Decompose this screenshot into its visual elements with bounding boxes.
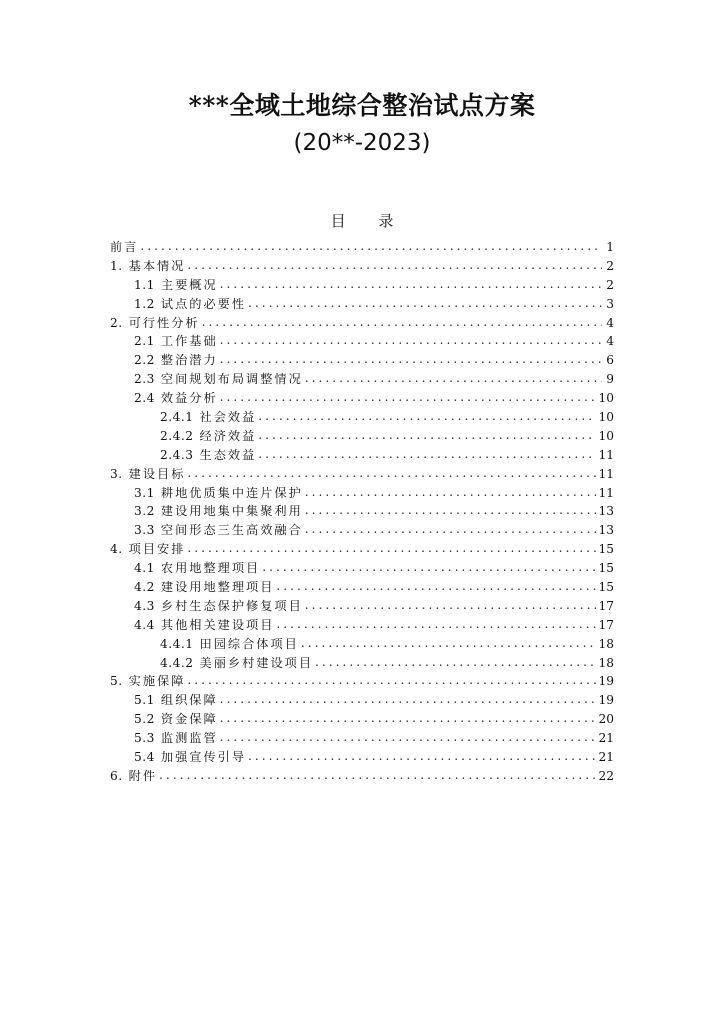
toc-entry-number: 5.4: [134, 750, 155, 765]
toc-entry-title: 组织保障: [160, 693, 218, 708]
toc-dot-leader: [220, 332, 602, 350]
toc-entry-number: 1.2: [134, 296, 155, 311]
toc-dot-leader: [258, 408, 596, 426]
toc-dot-leader: [258, 446, 596, 464]
toc-entry-title: 可行性分析: [128, 315, 200, 330]
toc-entry-number: 4.4.1: [160, 636, 194, 651]
toc-entry[interactable]: [110, 257, 614, 276]
toc-entry-title: 效益分析: [160, 391, 218, 406]
toc-entry-title: 耕地优质集中连片保护: [160, 485, 303, 500]
toc-entry-page: 15: [598, 542, 614, 557]
toc-entry-number: 4.: [110, 542, 123, 557]
toc-dot-leader: [258, 427, 596, 445]
toc-entry[interactable]: [110, 616, 614, 635]
toc-entry[interactable]: [110, 332, 614, 351]
toc-entry-title: 实施保障: [128, 674, 186, 689]
toc-entry[interactable]: [110, 351, 614, 370]
document-subtitle: (20**-2023): [293, 130, 431, 156]
toc-entry-title: 社会效益: [199, 410, 257, 425]
toc-entry-page: 4: [606, 315, 614, 330]
toc-entry-title: 监测监管: [160, 731, 218, 746]
toc-entry[interactable]: [110, 729, 614, 748]
toc-entry[interactable]: [110, 578, 614, 597]
toc-dot-leader: [220, 351, 602, 369]
toc-dot-leader: [140, 238, 602, 256]
toc-dot-leader: [187, 257, 602, 275]
toc-dot-leader: [187, 465, 596, 483]
toc-entry-page: 19: [598, 674, 614, 689]
toc-entry-title: 整治潜力: [160, 353, 218, 368]
toc-dot-leader: [220, 710, 597, 728]
toc-entry[interactable]: [110, 748, 614, 767]
toc-entry-number: 3.3: [134, 523, 155, 538]
toc-entry-title: 建设目标: [128, 466, 186, 481]
toc-dot-leader: [220, 729, 597, 747]
toc-entry-page: 2: [606, 277, 614, 292]
toc-dot-leader: [305, 370, 602, 388]
toc-entry-page: 3: [606, 296, 614, 311]
toc-entry-number: 3.: [110, 466, 123, 481]
toc-entry-page: 2: [606, 258, 614, 273]
toc-entry-page: 17: [598, 617, 614, 632]
toc-entry-number: 5.3: [134, 731, 155, 746]
toc-dot-leader: [248, 295, 602, 313]
toc-entry-page: 9: [606, 372, 614, 387]
toc-entry[interactable]: [110, 597, 614, 616]
toc-dot-leader: [202, 314, 602, 332]
toc-entry-title: 主要概况: [160, 277, 218, 292]
toc-heading: 目 录: [330, 212, 408, 230]
toc-entry-number: 5.1: [134, 693, 155, 708]
toc-entry[interactable]: [110, 314, 614, 333]
toc-entry-page: 21: [598, 731, 614, 746]
toc-entry-title: 资金保障: [160, 712, 218, 727]
toc-entry[interactable]: [110, 521, 614, 540]
toc-entry-number: 4.2: [134, 580, 155, 595]
toc-entry-page: 19: [598, 693, 614, 708]
toc-entry[interactable]: [110, 540, 614, 559]
toc-entry-title: 乡村生态保护修复项目: [160, 598, 303, 613]
toc-dot-leader: [220, 691, 597, 709]
toc-entry-title: 附件: [128, 768, 158, 783]
toc-entry-page: 10: [598, 428, 614, 443]
toc-entry-number: 2.3: [134, 372, 155, 387]
toc-dot-leader: [301, 635, 597, 653]
toc-entry[interactable]: [110, 389, 614, 408]
toc-entry[interactable]: [110, 446, 614, 465]
toc-entry-number: 4.4.2: [160, 655, 194, 670]
toc-entry[interactable]: [110, 238, 614, 257]
toc-entry-page: 15: [598, 561, 614, 576]
toc-entry-title: 项目安排: [128, 542, 186, 557]
toc-entry-title: 前言: [110, 240, 139, 254]
toc-entry[interactable]: [110, 370, 614, 389]
toc-entry-number: 2.1: [134, 334, 155, 349]
toc-entry-number: 3.1: [134, 485, 155, 500]
toc-entry[interactable]: [110, 295, 614, 314]
toc-entry-title: 基本情况: [128, 258, 186, 273]
toc-entry-number: 4.4: [134, 617, 155, 632]
table-of-contents: [110, 238, 614, 786]
toc-entry-number: 5.2: [134, 712, 155, 727]
toc-dot-leader: [220, 389, 597, 407]
toc-entry-page: 18: [598, 636, 614, 651]
toc-entry-page: 11: [598, 485, 614, 500]
toc-dot-leader: [276, 578, 596, 596]
toc-entry-number: 2.4: [134, 391, 155, 406]
toc-dot-leader: [220, 276, 602, 294]
toc-entry-number: 6.: [110, 768, 123, 783]
toc-entry[interactable]: [110, 484, 614, 503]
toc-entry[interactable]: [110, 767, 614, 786]
toc-entry-title: 工作基础: [160, 334, 218, 349]
toc-entry[interactable]: [110, 427, 614, 446]
toc-entry[interactable]: [110, 710, 614, 729]
toc-entry[interactable]: [110, 635, 614, 654]
toc-entry-title: 建设用地整理项目: [160, 580, 275, 595]
toc-entry-page: 21: [598, 750, 614, 765]
toc-entry-page: 13: [598, 523, 614, 538]
toc-entry[interactable]: [110, 559, 614, 578]
toc-entry-page: 22: [598, 768, 614, 783]
toc-dot-leader: [315, 654, 596, 672]
toc-entry-title: 试点的必要性: [160, 296, 247, 311]
toc-entry[interactable]: [110, 465, 614, 484]
toc-entry-number: 2.4.2: [160, 428, 194, 443]
toc-entry-page: 13: [598, 504, 614, 519]
toc-entry-number: 2.4.1: [160, 410, 194, 425]
toc-entry-page: 4: [606, 334, 614, 349]
toc-entry-number: 4.3: [134, 598, 155, 613]
toc-entry-page: 1: [606, 240, 614, 254]
toc-entry[interactable]: [110, 502, 614, 521]
toc-entry-number: 1.: [110, 258, 123, 273]
toc-dot-leader: [305, 521, 597, 539]
toc-entry-title: 美丽乡村建设项目: [199, 655, 314, 670]
toc-dot-leader: [187, 540, 596, 558]
toc-entry-title: 空间规划布局调整情况: [160, 372, 303, 387]
toc-dot-leader: [159, 767, 596, 785]
toc-dot-leader: [305, 484, 597, 502]
toc-dot-leader: [187, 672, 596, 690]
document-title: ***全域土地综合整治试点方案: [188, 91, 536, 120]
toc-dot-leader: [305, 597, 597, 615]
toc-entry-title: 农用地整理项目: [160, 561, 261, 576]
toc-entry-number: 3.2: [134, 504, 155, 519]
toc-entry[interactable]: [110, 408, 614, 427]
toc-entry-page: 20: [598, 712, 614, 727]
toc-entry-title: 生态效益: [199, 447, 257, 462]
toc-dot-leader: [262, 559, 596, 577]
toc-entry[interactable]: [110, 672, 614, 691]
toc-entry[interactable]: [110, 654, 614, 673]
toc-entry-title: 建设用地集中集聚利用: [160, 504, 303, 519]
toc-entry[interactable]: [110, 276, 614, 295]
toc-dot-leader: [248, 748, 596, 766]
toc-entry[interactable]: [110, 691, 614, 710]
toc-entry-title: 田园综合体项目: [199, 636, 299, 651]
toc-dot-leader: [276, 616, 596, 634]
toc-entry-page: 10: [598, 410, 614, 425]
toc-entry-page: 11: [598, 466, 614, 481]
toc-entry-title: 加强宣传引导: [160, 750, 247, 765]
toc-entry-number: 2.: [110, 315, 123, 330]
toc-entry-title: 空间形态三生高效融合: [160, 523, 303, 538]
toc-entry-title: 经济效益: [199, 428, 257, 443]
toc-entry-number: 1.1: [134, 277, 155, 292]
toc-entry-number: 4.1: [134, 561, 155, 576]
toc-entry-page: 18: [598, 655, 614, 670]
toc-entry-page: 17: [598, 598, 614, 613]
toc-entry-page: 10: [598, 391, 614, 406]
toc-entry-number: 2.4.3: [160, 447, 194, 462]
toc-entry-number: 2.2: [134, 353, 155, 368]
toc-dot-leader: [305, 502, 597, 520]
toc-entry-page: 15: [598, 580, 614, 595]
toc-entry-title: 其他相关建设项目: [160, 617, 275, 632]
toc-entry-page: 6: [606, 353, 614, 368]
toc-entry-number: 5.: [110, 674, 123, 689]
toc-entry-page: 11: [598, 447, 614, 462]
